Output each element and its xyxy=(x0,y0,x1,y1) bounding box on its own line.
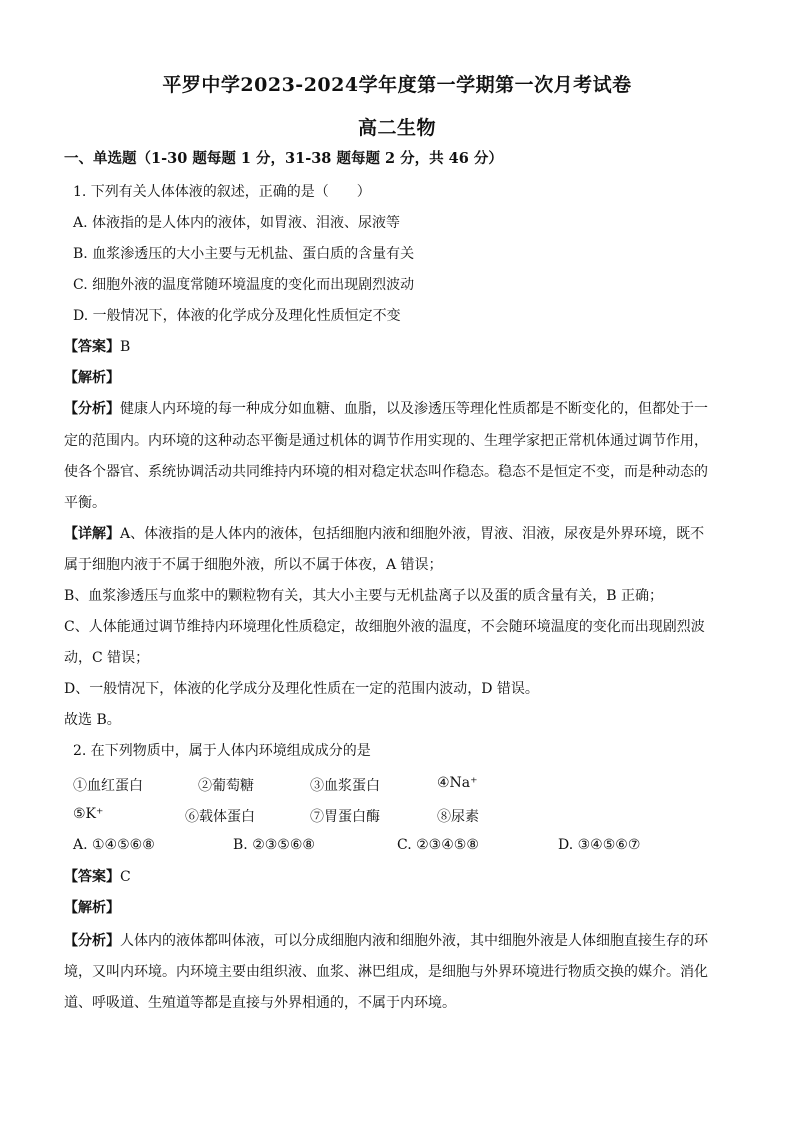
q2-stem: 2. 在下列物质中，属于人体内环境组成成分的是 xyxy=(73,743,371,759)
q2-fenxi-line xyxy=(64,932,708,950)
q2-item: ③血浆蛋白 xyxy=(310,778,380,794)
q2-item: ⑥载体蛋白 xyxy=(185,809,255,825)
q1-stem: 1. 下列有关人体体液的叙述，正确的是（ ） xyxy=(73,184,371,200)
section-heading: 一、单选题（1-30 题每题 1 分，31-38 题每题 2 分，共 46 分） xyxy=(64,150,503,167)
q1-xiangjie-line: B、血浆渗透压与血浆中的颗粒物有关，其大小主要与无机盐离子以及蛋的质含量有关，B 正确； xyxy=(64,588,664,604)
q1-fenxi-line: 定的范围内。内环境的这种动态平衡是通过机体的调节作用实现的、生理学家把正常机体通过调节作用， xyxy=(64,433,708,449)
q1-xiangjie-line: 属于细胞内液于不属于细胞外液，所以不属于体夜，A 错误； xyxy=(64,557,443,573)
q2-fenxi-line: 道、呼吸道、生殖道等都是直接与外界相通的，不属于内环境。 xyxy=(64,995,456,1011)
q2-item: ⑧尿素 xyxy=(437,809,479,825)
q1-fenxi-line: 平衡。 xyxy=(64,495,106,511)
q1-xiangjie-line: 动，C 错误； xyxy=(64,650,150,666)
q2-option-d: D. ③④⑤⑥⑦ xyxy=(558,837,641,853)
q1-analysis-label: 【解析】 xyxy=(64,370,120,386)
fenxi-text: 健康人内环境的每一种成分如血糖、血脂，以及渗透压等理化性质都是不断变化的，但都处于一 xyxy=(120,401,708,417)
q2-item: ⑤K⁺ xyxy=(73,806,104,822)
q1-option-c: C. 细胞外液的温度常随环境温度的变化而出现剧烈波动 xyxy=(73,277,415,293)
answer-label: 【答案】 xyxy=(64,869,120,885)
q2-analysis-label: 【解析】 xyxy=(64,900,120,916)
q1-answer xyxy=(64,338,130,356)
q1-fenxi-line xyxy=(64,400,708,418)
answer-label: 【答案】 xyxy=(64,339,120,355)
xiangjie-text: A、体液指的是人体内的液体，包括细胞内液和细胞外液，胃液、泪液，尿夜是外界环境，既不 xyxy=(120,526,705,542)
exam-subtitle: 高二生物 xyxy=(357,117,436,139)
q1-xiangjie-line: C、人体能通过调节维持内环境理化性质稳定，故细胞外液的温度，不会随环境温度的变化而出现剧烈波 xyxy=(64,619,705,635)
q1-option-a: A. 体液指的是人体内的液体，如胃液、泪液、尿液等 xyxy=(73,215,401,231)
q1-fenxi-line: 使各个器官、系统协调活动共同维持内环境的相对稳定状态叫作稳态。稳态不是恒定不变，而是种动态的 xyxy=(64,464,708,480)
q2-option-b: B. ②③⑤⑥⑧ xyxy=(233,837,315,853)
q2-option-c: C. ②③④⑤⑧ xyxy=(397,837,479,853)
fenxi-text: 人体内的液体都叫体液，可以分成细胞内液和细胞外液，其中细胞外液是人体细胞直接生存的环 xyxy=(120,933,708,949)
q2-item: ①血红蛋白 xyxy=(73,778,143,794)
q2-fenxi-line: 境，又叫内环境。内环境主要由组织液、血浆、淋巴组成，是细胞与外界环境进行物质交换的媒介。消化 xyxy=(64,964,708,980)
q1-xiangjie-line xyxy=(64,525,704,543)
q1-option-d: D. 一般情况下，体液的化学成分及理化性质恒定不变 xyxy=(73,308,401,324)
q2-answer xyxy=(64,868,131,886)
q1-xiangjie-line: D、一般情况下，体液的化学成分及理化性质在一定的范围内波动，D 错误。 xyxy=(64,681,539,697)
q2-item: ⑦胃蛋白酶 xyxy=(310,809,380,825)
q2-item: ④Na⁺ xyxy=(437,775,478,791)
fenxi-label: 【分析】 xyxy=(64,933,120,949)
q2-item: ②葡萄糖 xyxy=(198,778,254,794)
q1-option-b: B. 血浆渗透压的大小主要与无机盐、蛋白质的含量有关 xyxy=(73,246,415,262)
q2-option-a: A. ①④⑤⑥⑧ xyxy=(73,837,155,853)
q1-conclusion: 故选 B。 xyxy=(64,712,121,728)
exam-title: 平罗中学2023-2024学年度第一学期第一次月考试卷 xyxy=(162,74,632,96)
fenxi-label: 【分析】 xyxy=(64,401,120,417)
answer-value: C xyxy=(120,869,131,885)
xiangjie-label: 【详解】 xyxy=(64,526,120,542)
answer-value: B xyxy=(120,339,131,355)
